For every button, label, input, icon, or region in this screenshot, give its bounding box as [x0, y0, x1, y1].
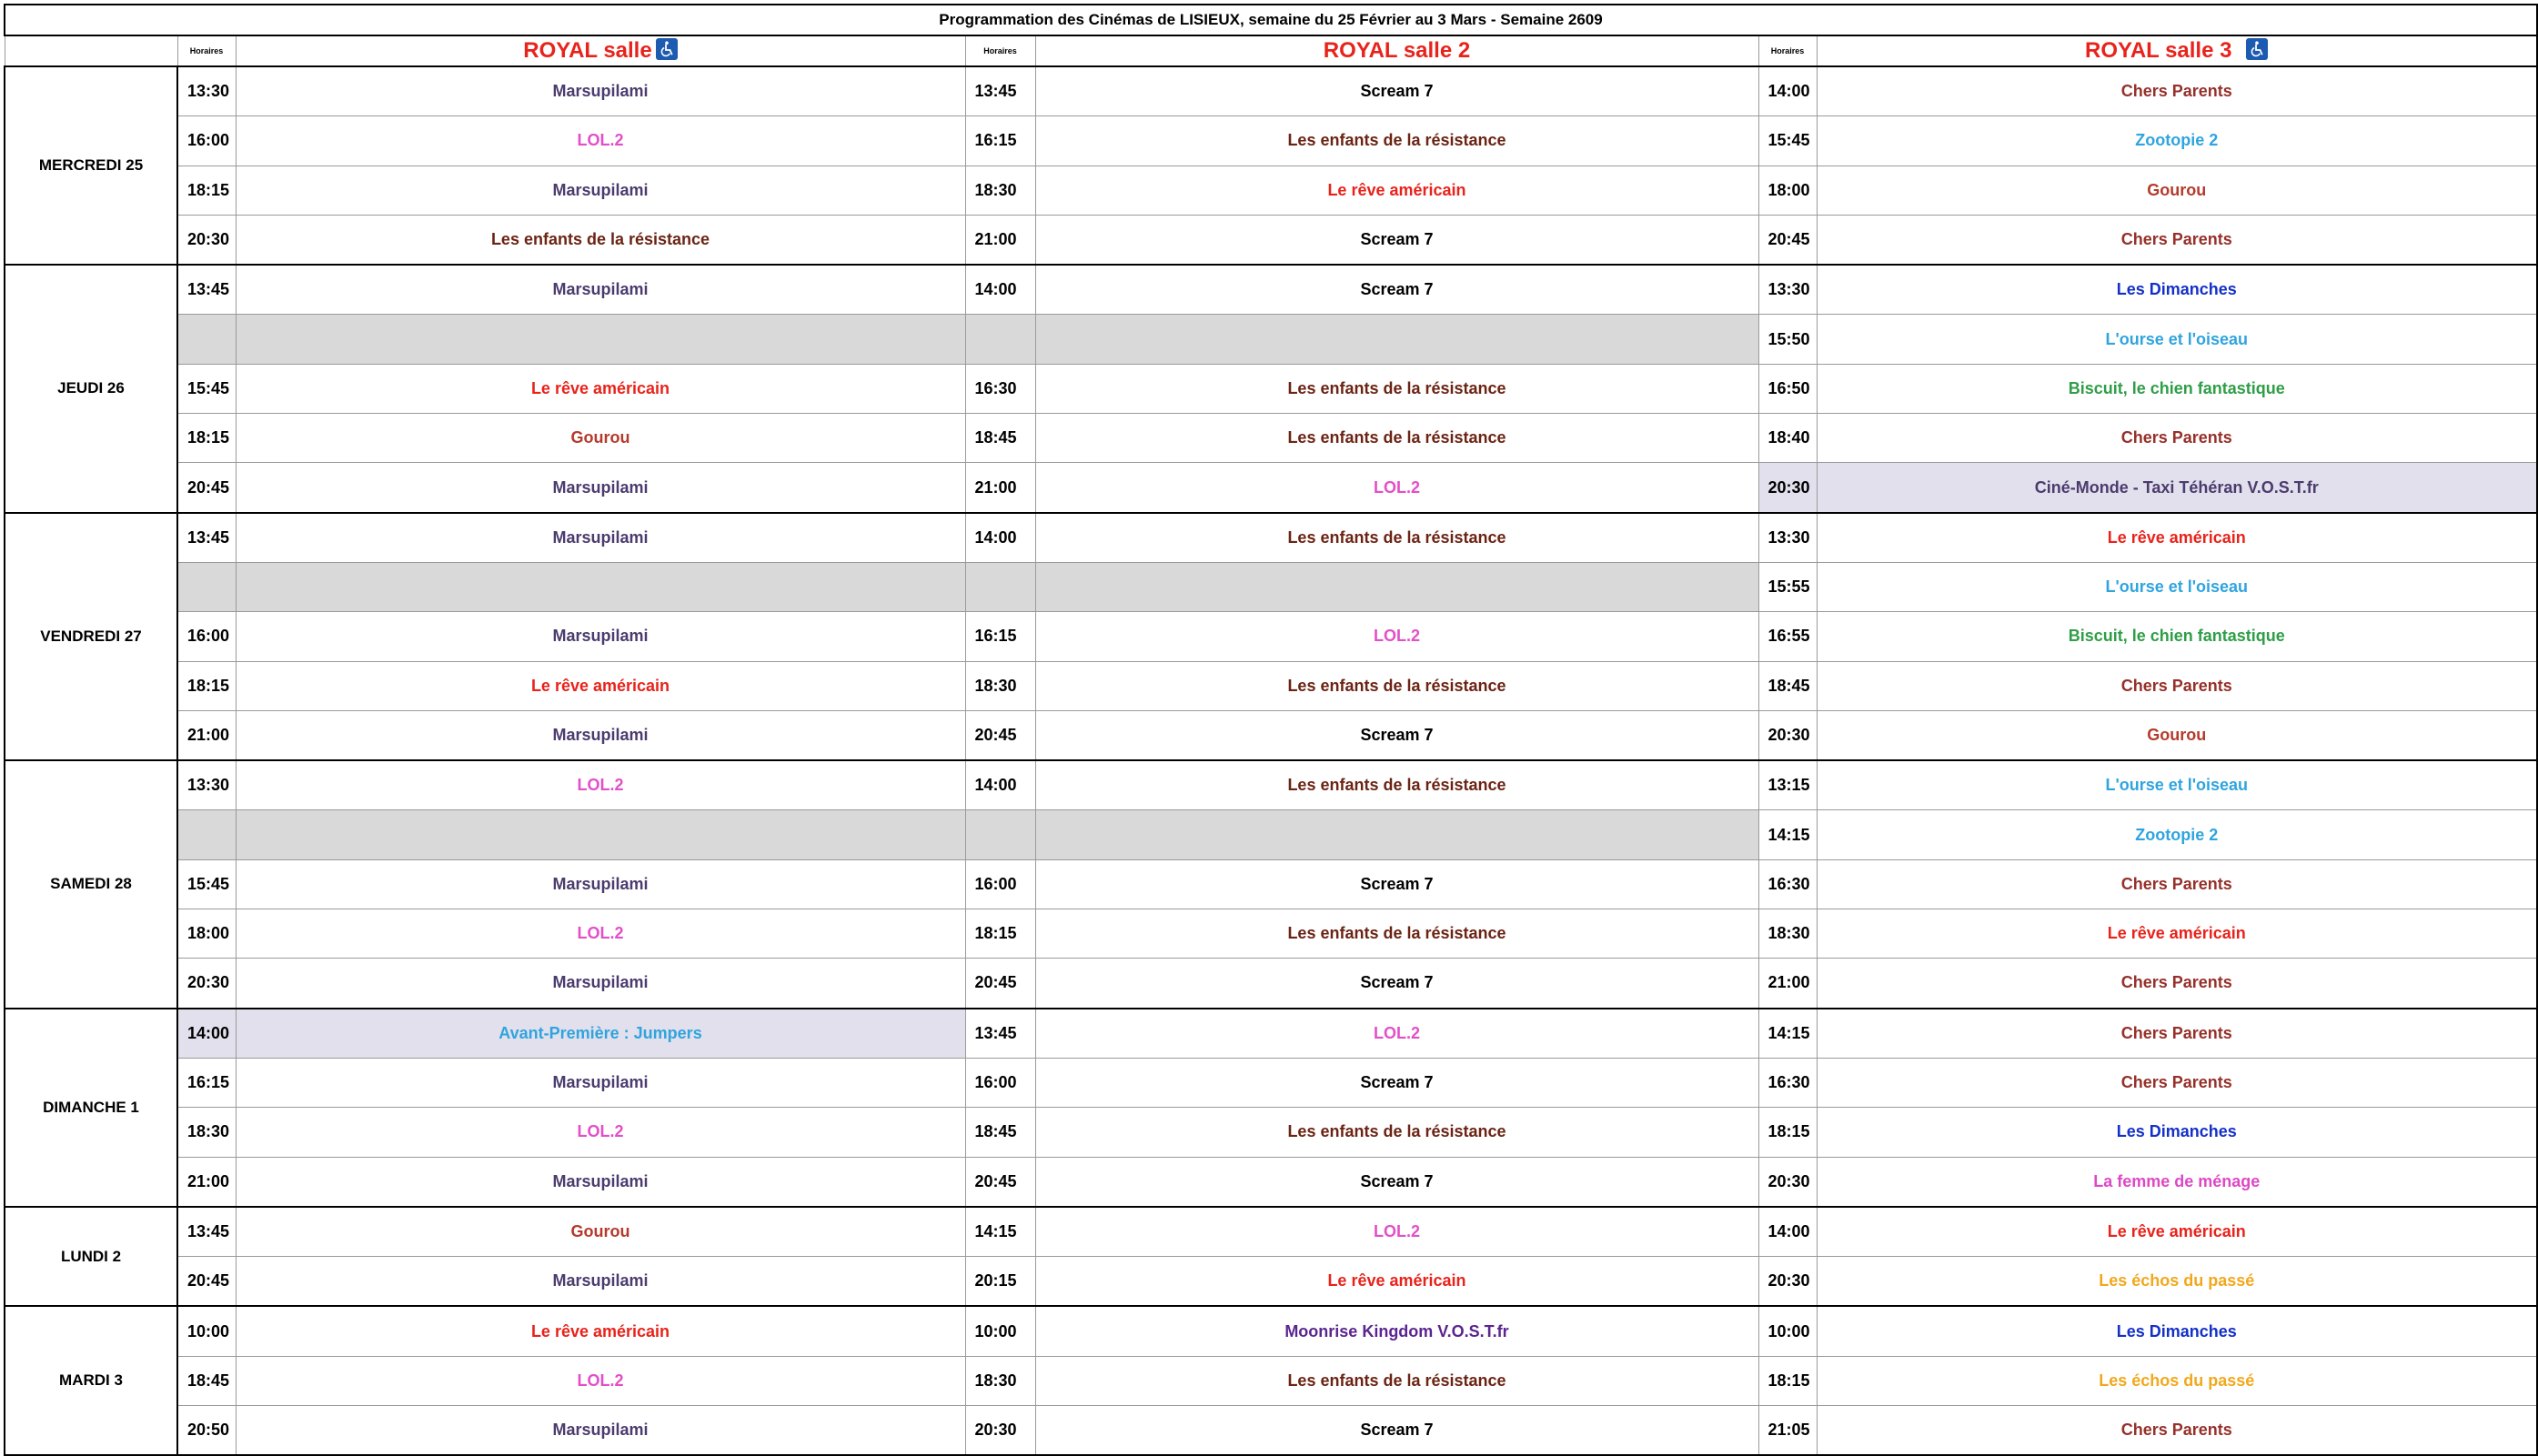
hall-header-row	[5, 35, 2537, 66]
hall-1-name: ROYAL salle	[523, 38, 652, 63]
showtime: 16:30	[965, 364, 1035, 413]
showtime: 21:00	[1758, 959, 1817, 1009]
showtime: 15:55	[1758, 562, 1817, 611]
horaires-header: Horaires	[1758, 35, 1817, 66]
schedule-row	[5, 364, 2537, 413]
schedule-row	[5, 215, 2537, 265]
empty-slot	[1035, 315, 1758, 364]
schedule-row	[5, 1406, 2537, 1456]
schedule-row	[5, 513, 2537, 563]
film-title: Marsupilami	[236, 1257, 965, 1307]
empty-slot	[236, 315, 965, 364]
showtime: 16:15	[965, 612, 1035, 661]
film-title: Zootopie 2	[1817, 116, 2537, 166]
film-title: Chers Parents	[1817, 1058, 2537, 1107]
film-title: Marsupilami	[236, 66, 965, 116]
showtime: 18:15	[1758, 1108, 1817, 1157]
showtime: 14:15	[1758, 810, 1817, 859]
film-title: Scream 7	[1035, 215, 1758, 265]
schedule-row	[5, 1157, 2537, 1207]
film-title: LOL.2	[236, 1356, 965, 1405]
day-label: LUNDI 2	[5, 1207, 177, 1307]
showtime: 20:30	[1758, 1257, 1817, 1307]
film-title: Chers Parents	[1817, 414, 2537, 463]
film-title: Les enfants de la résistance	[1035, 661, 1758, 710]
film-title: Scream 7	[1035, 959, 1758, 1009]
schedule-row	[5, 612, 2537, 661]
schedule-row	[5, 1058, 2537, 1107]
showtime: 10:00	[965, 1306, 1035, 1356]
film-title: Marsupilami	[236, 166, 965, 215]
film-title: Biscuit, le chien fantastique	[1817, 612, 2537, 661]
empty-slot	[177, 562, 236, 611]
film-title: Chers Parents	[1817, 959, 2537, 1009]
showtime: 14:00	[1758, 66, 1817, 116]
film-title: LOL.2	[1035, 463, 1758, 513]
showtime: 18:00	[177, 909, 236, 959]
showtime: 14:00	[965, 513, 1035, 563]
film-title: L'ourse et l'oiseau	[1817, 315, 2537, 364]
film-title: Le rêve américain	[1817, 513, 2537, 563]
day-label: MARDI 3	[5, 1306, 177, 1455]
film-title: Les échos du passé	[1817, 1356, 2537, 1405]
day-label: MERCREDI 25	[5, 66, 177, 265]
empty-slot	[236, 810, 965, 859]
page-title: Programmation des Cinémas de LISIEUX, semaine du 25 Février au 3 Mars - Semaine 2609	[5, 5, 2537, 35]
showtime: 16:15	[965, 116, 1035, 166]
film-title: LOL.2	[1035, 1207, 1758, 1257]
showtime: 18:15	[177, 166, 236, 215]
showtime: 18:15	[1758, 1356, 1817, 1405]
film-title: Marsupilami	[236, 859, 965, 909]
showtime: 20:15	[965, 1257, 1035, 1307]
showtime: 18:30	[1758, 909, 1817, 959]
day-label: VENDREDI 27	[5, 513, 177, 760]
film-title: Gourou	[236, 1207, 965, 1257]
showtime: 16:00	[965, 859, 1035, 909]
film-title: Chers Parents	[1817, 215, 2537, 265]
showtime: 20:45	[1758, 215, 1817, 265]
showtime: 20:45	[965, 1157, 1035, 1207]
hall-3-header	[1817, 35, 2537, 66]
film-title: Marsupilami	[236, 1157, 965, 1207]
showtime: 18:45	[177, 1356, 236, 1405]
corner-cell	[5, 35, 177, 66]
showtime: 14:15	[1758, 1009, 1817, 1059]
film-title: Chers Parents	[1817, 1009, 2537, 1059]
schedule-row	[5, 315, 2537, 364]
showtime: 14:00	[965, 265, 1035, 315]
programme-sheet	[4, 4, 2536, 1456]
schedule-row	[5, 116, 2537, 166]
film-title: Scream 7	[1035, 1058, 1758, 1107]
showtime: 18:45	[1758, 661, 1817, 710]
schedule-row	[5, 859, 2537, 909]
showtime: 20:30	[1758, 463, 1817, 513]
film-title: Les enfants de la résistance	[1035, 116, 1758, 166]
wheelchair-icon	[656, 38, 678, 60]
hall-1-header	[236, 35, 965, 66]
film-title: Moonrise Kingdom V.O.S.T.fr	[1035, 1306, 1758, 1356]
film-title: LOL.2	[236, 1108, 965, 1157]
showtime: 20:30	[1758, 1157, 1817, 1207]
film-title: Marsupilami	[236, 1058, 965, 1107]
film-title: Scream 7	[1035, 66, 1758, 116]
showtime: 18:45	[965, 414, 1035, 463]
showtime: 10:00	[177, 1306, 236, 1356]
film-title: Scream 7	[1035, 1406, 1758, 1456]
hall-2-name: ROYAL salle 2	[1323, 38, 1471, 63]
film-title: Ciné-Monde - Taxi Téhéran V.O.S.T.fr	[1817, 463, 2537, 513]
film-title: Scream 7	[1035, 859, 1758, 909]
film-title: Chers Parents	[1817, 66, 2537, 116]
film-title: LOL.2	[236, 116, 965, 166]
film-title: Les Dimanches	[1817, 1306, 2537, 1356]
showtime: 16:15	[177, 1058, 236, 1107]
showtime: 20:45	[965, 710, 1035, 760]
showtime: 18:30	[965, 661, 1035, 710]
day-label: DIMANCHE 1	[5, 1009, 177, 1207]
empty-slot	[236, 562, 965, 611]
film-title: Les enfants de la résistance	[1035, 364, 1758, 413]
film-title: Le rêve américain	[1817, 909, 2537, 959]
film-title: LOL.2	[1035, 1009, 1758, 1059]
showtime: 18:40	[1758, 414, 1817, 463]
schedule-row	[5, 1306, 2537, 1356]
wheelchair-icon	[2246, 38, 2268, 60]
film-title: LOL.2	[236, 909, 965, 959]
film-title: L'ourse et l'oiseau	[1817, 562, 2537, 611]
showtime: 15:45	[177, 859, 236, 909]
film-title: Les enfants de la résistance	[1035, 513, 1758, 563]
showtime: 20:30	[177, 959, 236, 1009]
empty-slot	[1035, 810, 1758, 859]
showtime: 14:00	[1758, 1207, 1817, 1257]
film-title: Scream 7	[1035, 710, 1758, 760]
schedule-row	[5, 166, 2537, 215]
showtime: 18:00	[1758, 166, 1817, 215]
film-title: Les enfants de la résistance	[236, 215, 965, 265]
showtime: 16:30	[1758, 859, 1817, 909]
showtime: 21:00	[177, 1157, 236, 1207]
showtime: 16:00	[965, 1058, 1035, 1107]
film-title: Marsupilami	[236, 959, 965, 1009]
film-title: LOL.2	[236, 760, 965, 810]
showtime: 18:30	[965, 1356, 1035, 1405]
film-title: Les enfants de la résistance	[1035, 760, 1758, 810]
schedule-row	[5, 959, 2537, 1009]
film-title: Les enfants de la résistance	[1035, 1108, 1758, 1157]
schedule-row	[5, 1009, 2537, 1059]
showtime: 20:45	[177, 463, 236, 513]
empty-slot	[177, 315, 236, 364]
showtime: 15:45	[1758, 116, 1817, 166]
showtime: 14:00	[177, 1009, 236, 1059]
film-title: Le rêve américain	[236, 364, 965, 413]
film-title: Gourou	[236, 414, 965, 463]
film-title: L'ourse et l'oiseau	[1817, 760, 2537, 810]
film-title: Le rêve américain	[1035, 1257, 1758, 1307]
showtime: 13:30	[1758, 265, 1817, 315]
showtime: 14:15	[965, 1207, 1035, 1257]
film-title: Chers Parents	[1817, 1406, 2537, 1456]
film-title: Scream 7	[1035, 1157, 1758, 1207]
showtime: 21:00	[965, 463, 1035, 513]
empty-slot	[1035, 562, 1758, 611]
schedule-row	[5, 1356, 2537, 1405]
horaires-header: Horaires	[965, 35, 1035, 66]
film-title: La femme de ménage	[1817, 1157, 2537, 1207]
showtime: 13:45	[177, 1207, 236, 1257]
film-title: Le rêve américain	[236, 1306, 965, 1356]
showtime: 21:00	[177, 710, 236, 760]
schedule-row	[5, 414, 2537, 463]
showtime: 20:45	[965, 959, 1035, 1009]
schedule-row	[5, 710, 2537, 760]
schedule-row	[5, 463, 2537, 513]
film-title: Avant-Première : Jumpers	[236, 1009, 965, 1059]
showtime: 16:30	[1758, 1058, 1817, 1107]
showtime: 18:15	[177, 414, 236, 463]
film-title: Marsupilami	[236, 513, 965, 563]
showtime: 13:15	[1758, 760, 1817, 810]
empty-slot	[965, 810, 1035, 859]
empty-slot	[965, 315, 1035, 364]
film-title: Chers Parents	[1817, 859, 2537, 909]
film-title: Gourou	[1817, 166, 2537, 215]
empty-slot	[177, 810, 236, 859]
film-title: Les Dimanches	[1817, 1108, 2537, 1157]
showtime: 16:00	[177, 612, 236, 661]
empty-slot	[965, 562, 1035, 611]
film-title: Les échos du passé	[1817, 1257, 2537, 1307]
film-title: Les Dimanches	[1817, 265, 2537, 315]
schedule-row	[5, 562, 2537, 611]
showtime: 10:00	[1758, 1306, 1817, 1356]
schedule-row	[5, 265, 2537, 315]
showtime: 20:30	[1758, 710, 1817, 760]
film-title: Marsupilami	[236, 710, 965, 760]
showtime: 15:45	[177, 364, 236, 413]
showtime: 16:00	[177, 116, 236, 166]
film-title: Le rêve américain	[1817, 1207, 2537, 1257]
film-title: Marsupilami	[236, 1406, 965, 1456]
horaires-header: Horaires	[177, 35, 236, 66]
schedule-row	[5, 66, 2537, 116]
schedule-table	[4, 4, 2538, 1456]
showtime: 15:50	[1758, 315, 1817, 364]
showtime: 13:45	[177, 265, 236, 315]
schedule-row	[5, 1207, 2537, 1257]
film-title: Les enfants de la résistance	[1035, 414, 1758, 463]
film-title: Scream 7	[1035, 265, 1758, 315]
film-title: Le rêve américain	[1035, 166, 1758, 215]
schedule-row	[5, 661, 2537, 710]
showtime: 16:50	[1758, 364, 1817, 413]
showtime: 14:00	[965, 760, 1035, 810]
showtime: 18:30	[177, 1108, 236, 1157]
showtime: 20:30	[177, 215, 236, 265]
film-title: Zootopie 2	[1817, 810, 2537, 859]
showtime: 18:15	[965, 909, 1035, 959]
showtime: 18:30	[965, 166, 1035, 215]
showtime: 21:05	[1758, 1406, 1817, 1456]
showtime: 18:45	[965, 1108, 1035, 1157]
showtime: 20:45	[177, 1257, 236, 1307]
title-row	[5, 5, 2537, 35]
showtime: 13:45	[965, 1009, 1035, 1059]
schedule-row	[5, 760, 2537, 810]
showtime: 21:00	[965, 215, 1035, 265]
showtime: 18:15	[177, 661, 236, 710]
showtime: 13:45	[177, 513, 236, 563]
film-title: Biscuit, le chien fantastique	[1817, 364, 2537, 413]
schedule-row	[5, 909, 2537, 959]
schedule-row	[5, 1108, 2537, 1157]
day-label: JEUDI 26	[5, 265, 177, 512]
film-title: Gourou	[1817, 710, 2537, 760]
showtime: 13:30	[1758, 513, 1817, 563]
day-label: SAMEDI 28	[5, 760, 177, 1008]
hall-2-header	[1035, 35, 1758, 66]
film-title: Marsupilami	[236, 463, 965, 513]
film-title: Le rêve américain	[236, 661, 965, 710]
schedule-row	[5, 1257, 2537, 1307]
showtime: 13:45	[965, 66, 1035, 116]
showtime: 20:50	[177, 1406, 236, 1456]
showtime: 13:30	[177, 760, 236, 810]
showtime: 13:30	[177, 66, 236, 116]
film-title: Marsupilami	[236, 265, 965, 315]
schedule-row	[5, 810, 2537, 859]
film-title: LOL.2	[1035, 612, 1758, 661]
film-title: Chers Parents	[1817, 661, 2537, 710]
hall-3-name: ROYAL salle 3	[2085, 38, 2232, 63]
showtime: 20:30	[965, 1406, 1035, 1456]
film-title: Les enfants de la résistance	[1035, 1356, 1758, 1405]
film-title: Marsupilami	[236, 612, 965, 661]
film-title: Les enfants de la résistance	[1035, 909, 1758, 959]
showtime: 16:55	[1758, 612, 1817, 661]
